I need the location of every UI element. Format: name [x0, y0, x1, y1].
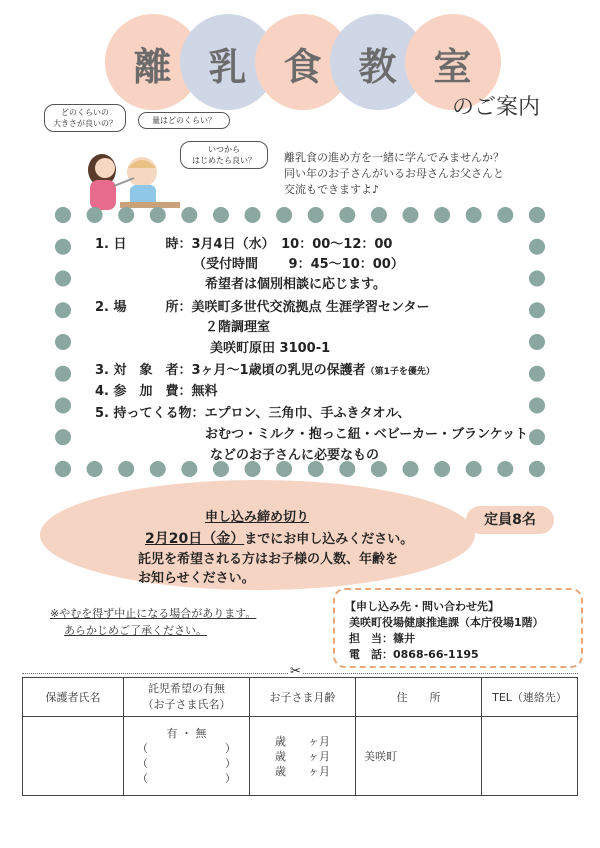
date-label: 1. 日 時: [95, 237, 179, 252]
bring-items: おむつ・ミルク・抱っこ紐・ベビーカー・ブランケット: [205, 427, 529, 442]
contact-person: 担 当：篠井: [349, 632, 415, 645]
details-frame: [55, 207, 545, 477]
capacity-badge: 定員8名: [466, 506, 554, 534]
child-age-field[interactable]: 歳 ヶ月 歳 ヶ月 歳 ヶ月: [250, 717, 356, 796]
page-subtitle: のご案内: [452, 95, 541, 120]
bring-label: 5. 持ってくる物: [95, 406, 192, 421]
title-circle-3: 食: [255, 14, 351, 110]
contact-phone: 電 話：0868-66-1195: [349, 648, 479, 661]
contact-dept: 美咲町役場健康推進課（本庁役場1階）: [349, 616, 544, 629]
reception-time: （受付時間 9：45～10：00）: [193, 257, 404, 272]
place-value: ：美咲町多世代交流拠点 生涯学習センター: [178, 300, 430, 315]
mother-baby-illustration: [80, 140, 190, 215]
target-label: 3. 対 象 者: [95, 363, 179, 378]
place-room: ２階調理室: [205, 320, 271, 335]
target-note: （第1子を優先）: [365, 367, 435, 377]
title-circle-5: 室: [405, 14, 501, 110]
speech-bubble-when: いつから はじめたら良い？: [180, 141, 268, 169]
deadline-line3: お知らせください。: [138, 571, 255, 586]
cancel-notice: ※やむを得ず中止になる場合があります。 あらかじめご了承ください。: [50, 607, 257, 637]
deadline-line2: 託児を希望される方はお子様の人数、年齢を: [138, 552, 399, 567]
date-value: ：3月4日（水） 10：00～12：00: [178, 237, 393, 252]
title-circle-2: 乳: [180, 14, 276, 110]
place-label: 2. 場 所: [95, 300, 179, 315]
fee-label: 4. 参 加 費: [95, 384, 179, 399]
childcare-field[interactable]: 有 ・ 無 （ ） （ ） （ ）: [124, 717, 250, 796]
contact-header: 【申し込み先・問い合わせ先】: [345, 600, 499, 613]
deadline-line1: までにお申し込みください。: [244, 532, 414, 547]
place-address: 美咲町原田 3100-1: [210, 341, 331, 356]
intro-text: 離乳食の進め方を一緒に学んでみませんか？ 同い年のお子さんがいるお母さんお父さんと 交流もできますよ♪: [284, 151, 504, 196]
header-tel: TEL（連絡先）: [482, 678, 578, 717]
header-guardian-name: 保護者氏名: [23, 678, 124, 717]
title-circle-4: 教: [330, 14, 426, 110]
fee-value: ：無料: [178, 384, 218, 399]
scissors-icon: ✂: [290, 664, 301, 679]
contact-box: [333, 588, 583, 668]
header-childcare: 託児希望の有無 （お子さま氏名）: [124, 678, 250, 717]
consult-note: 希望者は個別相談に応じます。: [205, 277, 386, 292]
guardian-name-field[interactable]: [23, 717, 124, 796]
deadline-title: 申し込み締め切り: [205, 510, 310, 525]
header-child-age: お子さま月齢: [250, 678, 356, 717]
deadline-date: 2月20日（金）: [145, 531, 245, 547]
address-field[interactable]: 美咲町: [356, 717, 482, 796]
bring-others: などのお子さんに必要なもの: [210, 448, 380, 463]
header-address: 住 所: [356, 678, 482, 717]
target-value: ：3ヶ月～1歳頃の乳児の保護者: [178, 363, 366, 378]
bring-value: ：エプロン、三角巾、手ふきタオル、: [191, 406, 411, 421]
title-circle-1: 離: [105, 14, 201, 110]
tel-field[interactable]: [482, 717, 578, 796]
speech-bubble-amount: 量はどのくらい？: [138, 112, 230, 129]
application-form: [22, 677, 578, 796]
speech-bubble-size: どのくらいの 大きさが良いの？: [44, 104, 126, 132]
